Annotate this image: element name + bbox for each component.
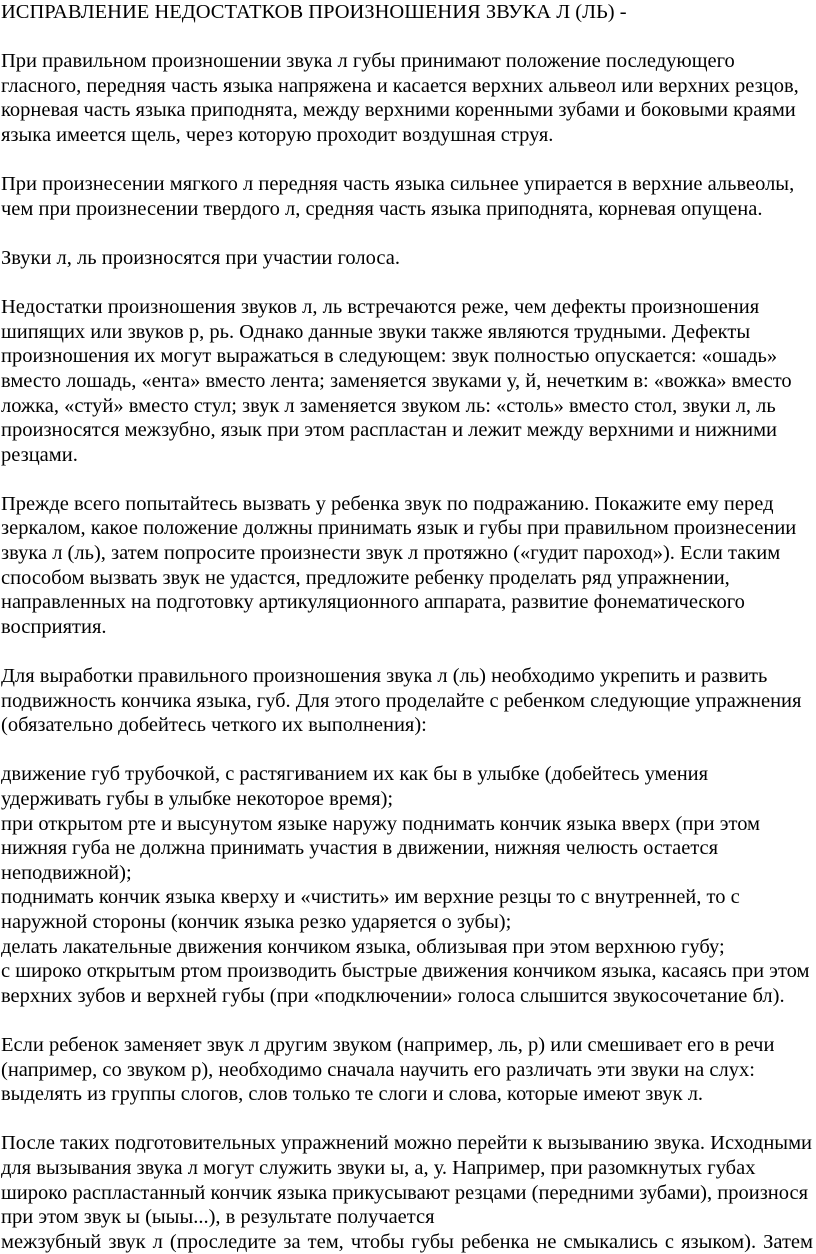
exercise-item: движение губ трубочкой, с растягиванием их как бы в улыбке (добейтесь умения удерживать губы в улыбке некоторое время); <box>1 763 709 810</box>
exercise-list <box>1 762 813 1008</box>
paragraph-last-line: межзубный звук л (проследите за тем, чтобы губы ребенка не смыкались с языком). Затем <box>1 1230 813 1253</box>
blank-line <box>1 221 813 246</box>
blank-line <box>1 639 813 664</box>
paragraph-imitation: Прежде всего попытайтесь вызвать у ребенка звук по подражанию. Покажите ему перед зеркалом, какое положение должны принимать язык и губы при правильном произнесении звука л (ль), затем попросите произнести звук л протяжно («гудит пароход»). Если таким способом вызвать звук не удастся, предложите ребенку проделать ряд упражнении, направленных на подготовку артикуляционного аппарата, развитие фонематического восприятия. <box>1 492 797 638</box>
exercise-item: делать лакательные движения кончиком языка, облизывая при этом верхнюю губу; <box>1 935 725 958</box>
paragraph-articulation-hard-l: При правильном произношении звука л губы принимают положение последующего гласного, передняя часть языка напряжена и касается верхних альвеол или верхних резцов, корневая часть языка приподнята, между верхними коренными зубами и боковыми краями языка имеется щель, через которую проходит воздушная струя. <box>1 50 799 146</box>
paragraph-voicing: Звуки л, ль произносятся при участии голоса. <box>1 246 400 269</box>
exercise-item: с широко открытым ртом производить быстрые движения кончиком языка, касаясь при этом верхних зубов и верхней губы (при «подключении» голоса слышится звукосочетание бл). <box>1 960 810 1007</box>
blank-line <box>1 25 813 50</box>
blank-line <box>1 1107 813 1132</box>
blank-line <box>1 1008 813 1033</box>
blank-line <box>1 467 813 492</box>
blank-line <box>1 148 813 173</box>
paragraph-articulation-soft-l: При произнесении мягкого л передняя часть языка сильнее упирается в верхние альвеолы, чем при произнесении твердого л, средняя часть языка приподнята, корневая опущена. <box>1 173 795 220</box>
blank-line <box>1 271 813 296</box>
paragraph-evoking-sound-text: После таких подготовительных упражнений можно перейти к вызыванию звука. Исходными для вызывания звука л могут служить звуки ы, а, у. Например, при разомкнутых губах широко распластанный кончик языка прикусывают резцами (передними зубами), произнося при этом звук ы (ыыы...), в результате получается <box>1 1132 813 1229</box>
paragraph-discrimination: Если ребенок заменяет звук л другим звуком (например, ль, р) или смешивает его в речи (например, со звуком р), необходимо сначала научить его различать эти звуки на слух: выделять из группы слогов, слов только те слоги и слова, которые имеют звук л. <box>1 1033 775 1106</box>
paragraph-defects: Недостатки произношения звуков л, ль встречаются реже, чем дефекты произношения шипящих или звуков р, рь. Однако данные звуки также являются трудными. Дефекты произношения их могут выражаться в следующем: звук полностью опускается: «ошадь» вместо лошадь, «ента» вместо лента; заменяется звуками у, й, нечетким в: «вожка» вместо ложка, «стуй» вместо стул; звук л заменяется звуком ль: «столь» вместо стол, звуки л, ль произносятся межзубно, язык при этом распластан и лежит между верхними и нижними резцами. <box>1 296 792 466</box>
document-title: ИСПРАВЛЕНИЕ НЕДОСТАТКОВ ПРОИЗНОШЕНИЯ ЗВУКА Л (ЛЬ) - <box>1 1 627 23</box>
paragraph-evoking-sound <box>1 1131 813 1229</box>
blank-line <box>1 738 813 763</box>
exercise-item: при открытом рте и высунутом языке наружу поднимать кончик языка вверх (при этом нижняя губа не должна принимать участия в движении, нижняя челюсть остается неподвижной); <box>1 812 761 884</box>
exercise-item: поднимать кончик языка кверху и «чистить» им верхние резцы то с внутренней, то с наружной стороны (кончик языка резко ударяется о зубы); <box>1 886 740 933</box>
paragraph-exercises-intro: Для выработки правильного произношения звука л (ль) необходимо укрепить и развить подвижность кончика языка, губ. Для этого проделайте с ребенком следующие упражнения (обязательно добейтесь четкого их выполнения): <box>1 665 802 737</box>
